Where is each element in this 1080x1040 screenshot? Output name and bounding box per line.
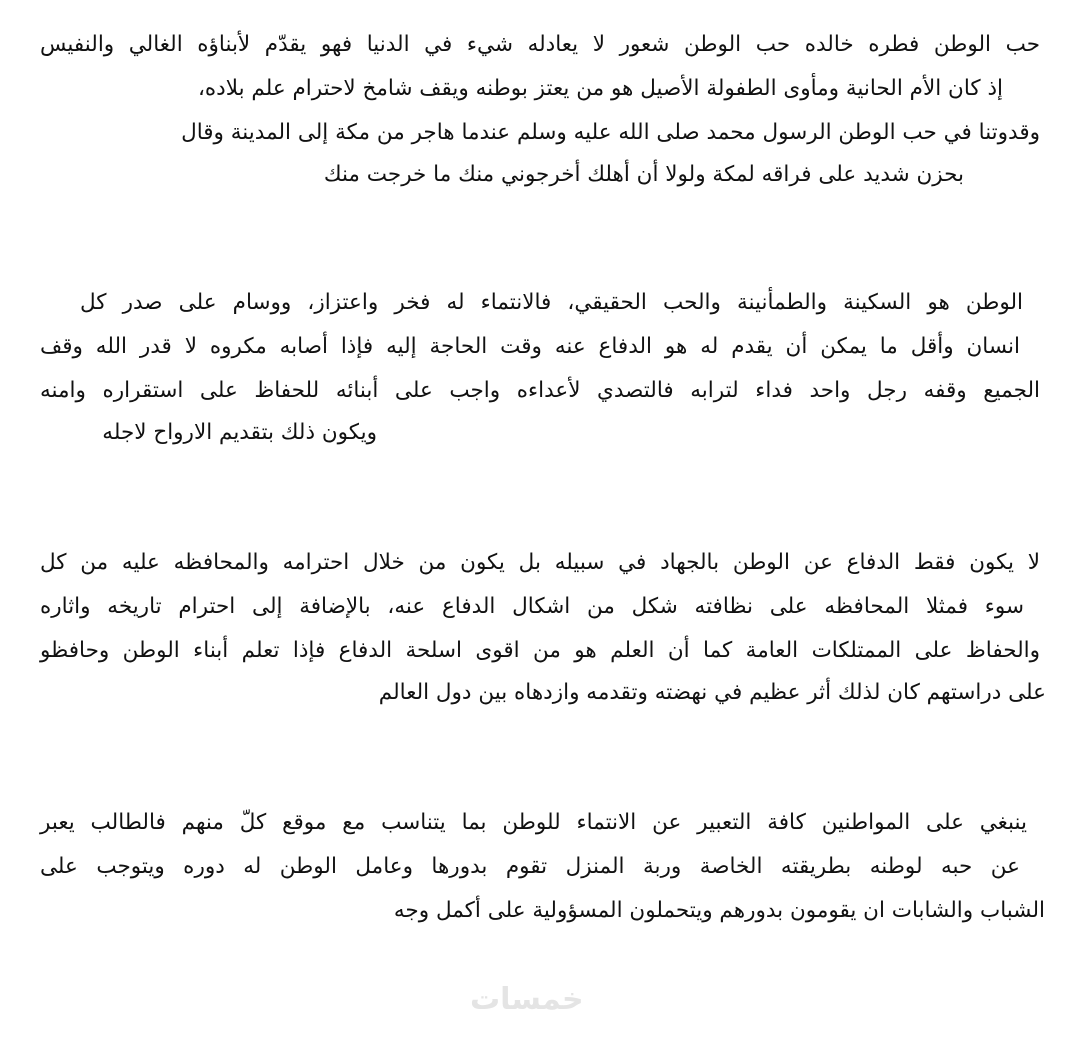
paragraph-line: بحزن شديد على فراقه لمكة ولولا أن أهلك أخرجوني منك ما خرجت منك [323,162,964,187]
watermark-logo: خمسات [470,982,584,1017]
paragraph-line: وقدوتنا في حب الوطن الرسول محمد صلى الله عليه وسلم عندما هاجر من مكة إلى المدينة وقال [181,120,1040,145]
paragraph-line: ويكون ذلك بتقديم الارواح لاجله [102,420,377,445]
paragraph-line: ينبغي على المواطنين كافة التعبير عن الانتماء للوطن بما يتناسب مع موقع كلّ منهم فالطالب يعبر [40,810,1027,835]
paragraph-line: إذ كان الأم الحانية ومأوى الطفولة الأصيل هو من يعتز بوطنه ويقف شامخ لاحترام علم بلاده، [197,76,1003,101]
paragraph-line: على دراستهم كان لذلك أثر عظيم في نهضته وتقدمه وازدهاه بين دول العالم [378,680,1046,705]
paragraph-line: الجميع وقفه رجل واحد فداء لترابه فالتصدي لأعداءه واجب على أبنائه للحفاظ على استقراره وامنه [40,378,1040,403]
paragraph-line: لا يكون فقط الدفاع عن الوطن بالجهاد في سبيله بل يكون من خلال احترامه والمحافظه عليه من كل [40,550,1040,575]
paragraph-line: انسان وأقل ما يمكن أن يقدم له هو الدفاع عنه وقت الحاجة إليه فإذا أصابه مكروه لا قدر الله وقف [40,334,1020,359]
paragraph-line: الوطن هو السكينة والطمأنينة والحب الحقيقي، فالانتماء له فخر واعتزاز، ووسام على صدر كل [80,290,1023,315]
paragraph-line: عن حبه لوطنه بطريقته الخاصة وربة المنزل تقوم بدورها وعامل الوطن له دوره ويتوجب على [40,854,1020,879]
paragraph-line: سوء فمثلا المحافظه على نظافته شكل من اشكال الدفاع عنه، بالإضافة إلى احترام تاريخه واثاره [40,594,1024,619]
paragraph-line: والحفاظ على الممتلكات العامة كما أن العلم هو من اقوى اسلحة الدفاع فإذا تعلم أبناء الوطن وحافظو [40,638,1040,663]
paragraph-line: حب الوطن فطره خالده حب الوطن شعور لا يعادله شيء في الدنيا فهو يقدّم لأبناؤه الغالي والنفيس [40,32,1040,57]
paragraph-line: الشباب والشابات ان يقومون بدورهم ويتحملون المسؤولية على أكمل وجه [393,898,1045,923]
